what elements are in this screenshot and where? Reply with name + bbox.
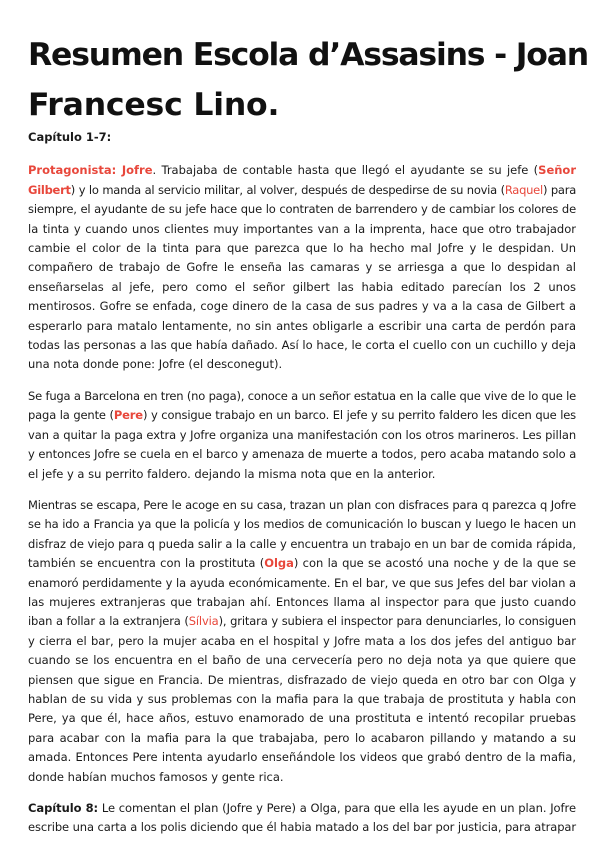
highlight-silvia: Sílvia	[188, 614, 219, 629]
text-run: ) con la que se acostó una noche y de la que se	[293, 556, 577, 571]
text-line: Pere, ya que él, hace años, estuvo enamorado de una prostituta e intentó recopilar pruebas	[28, 711, 576, 726]
text-line: hablan de su vida y sus problemas con la mafia para la que trabaja de prostituta y habla con	[28, 691, 576, 706]
text-line: cuando se los encuentra en el baño de una cervecería pero no deja nota ya que quiere que	[28, 653, 576, 668]
text-run: ), gritara y subiera el inspector para denunciarles, lo consiguen	[218, 614, 576, 629]
text-line	[28, 799, 576, 818]
paragraph-1	[28, 161, 576, 374]
text-line: todas las personas a las que había dañado. Así lo hace, le corta el cuello con un cuchillo y deja	[28, 338, 576, 353]
text-line: cambie el color de la tinta para que parezca que lo ha hecho mal Jofre y le despidan. Un	[28, 241, 576, 256]
text-line	[28, 612, 576, 631]
document-title	[28, 30, 588, 130]
text-line: piensen que sigue en Francia. De mientras, disfrazado de viejo queda en otro bar con Olga y	[28, 672, 576, 687]
text-line: para acabar con la mafia para la que trabajaba, pero lo acabaron pillando y matando a su	[28, 730, 576, 745]
text-line: escribe una carta a los polis diciendo que él habia matado a los del bar por justicia, para atrapar	[28, 820, 576, 835]
section-heading-cap1-7: Capítulo 1-7:	[28, 130, 112, 144]
text-line: enamoró perdidamente y la ayuda económicamente. En el bar, ve que sus Jefes del bar violan a	[28, 575, 576, 590]
text-line: Mientras se escapa, Pere le acoge en su casa, trazan un plan con disfraces para q parezca q Jofre	[28, 497, 576, 512]
text-line: amada. Entonces Pere intenta ayudarlo enseñándole los videos que grabó dentro de la mafia,	[28, 750, 576, 765]
text-line: compañero de trabajo de Gofre le enseña las camaras y se arriesga a que lo despidan al	[28, 260, 576, 275]
text-run: paga la gente (	[28, 408, 114, 423]
highlight-senor: Señor	[538, 163, 576, 178]
paragraph-4	[28, 799, 576, 838]
text-line: esperarlo para matalo lentamente, no sin antes obligarle a escribir una carta de perdón para	[28, 318, 576, 333]
text-run: también se encuentra con la prostituta (	[28, 556, 265, 571]
text-line	[28, 181, 576, 200]
highlight-gilbert: Gilbert	[28, 182, 71, 197]
text-run: Le comentan el plan (Jofre y Pere) a Olga, para que ella les ayude en un plan. Jofre	[98, 801, 576, 815]
text-line: enseñarselas al jefe, pero como el señor gilbert las habia editado parecían los 2 unos	[28, 279, 576, 294]
text-line: se ha ido a Francia ya que la policía y los medios de comunicación lo buscan y luego le hacen un	[28, 517, 576, 532]
text-line	[28, 161, 576, 180]
highlight-raquel: Raquel	[504, 182, 543, 197]
text-line: siempre, el ayudante de su jefe hace que lo contraten de barrendero y de cambiar los colores de	[28, 202, 576, 217]
paragraph-2	[28, 387, 576, 484]
text-run: ) para	[542, 182, 576, 197]
text-line: una nota donde pone: Jofre (el desconegut).	[28, 357, 283, 372]
text-run: iban a follar a la extranjera (	[28, 614, 189, 629]
text-line: el jefe y a su perrito faldero. dejando la misma nota que en la anterior.	[28, 466, 436, 481]
highlight-pere: Pere	[113, 408, 143, 423]
text-line: donde habían muchos famosos y gente rica.	[28, 769, 284, 784]
text-line: Se fuga a Barcelona en tren (no paga), conoce a un señor estatua en la calle que vive de lo que le	[28, 388, 576, 403]
section-heading-cap8: Capítulo 8:	[28, 801, 99, 815]
text-line: las mujeres extranjeras que trabajan ahí. Entonces llama al inspector para que justo cuando	[28, 594, 576, 609]
text-run: ) y lo manda al servicio militar, al volver, después de despedirse de su novia (	[70, 182, 505, 197]
text-line: disfraz de viejo para q pueda salir a la calle y encuentra un trabajo en un bar de comida rápida,	[28, 536, 576, 551]
text-line: mentirosos. Gofre se enfada, coge dinero de la casa de sus padres y va a la casa de Gilbert a	[28, 299, 576, 314]
highlight-olga: Olga	[264, 556, 294, 571]
text-line: y entonces Jofre se cuela en el barco y amenaza de muerte a todos, pero acaba matando solo a	[28, 447, 577, 462]
title-line: Resumen Escola d’Assasins - Joan	[28, 37, 588, 73]
text-line: la tinta y cuando unos clientes muy importantes van a la imprenta, hace que otro trabajador	[28, 221, 576, 236]
text-run: ) y consigue trabajo en un barco. El jefe y su perrito faldero les dicen que les	[142, 408, 577, 423]
text-run: . Trabajaba de contable hasta que llegó el ayudante se su jefe (	[152, 163, 539, 178]
highlight-protagonista: Protagonista: Jofre	[28, 163, 153, 178]
text-line	[28, 406, 576, 425]
document-body	[28, 128, 576, 850]
text-line: y cierra el bar, pero la mujer acaba en el hospital y Jofre mata a los dos jefes del antiguo bar	[28, 633, 576, 648]
text-line: van a quitar la paga extra y Jofre organiza una manifestación con los otros marineros. Les pillan	[28, 427, 577, 442]
paragraph-3	[28, 496, 576, 787]
text-line	[28, 554, 576, 573]
title-line: Francesc Lino.	[28, 87, 280, 123]
